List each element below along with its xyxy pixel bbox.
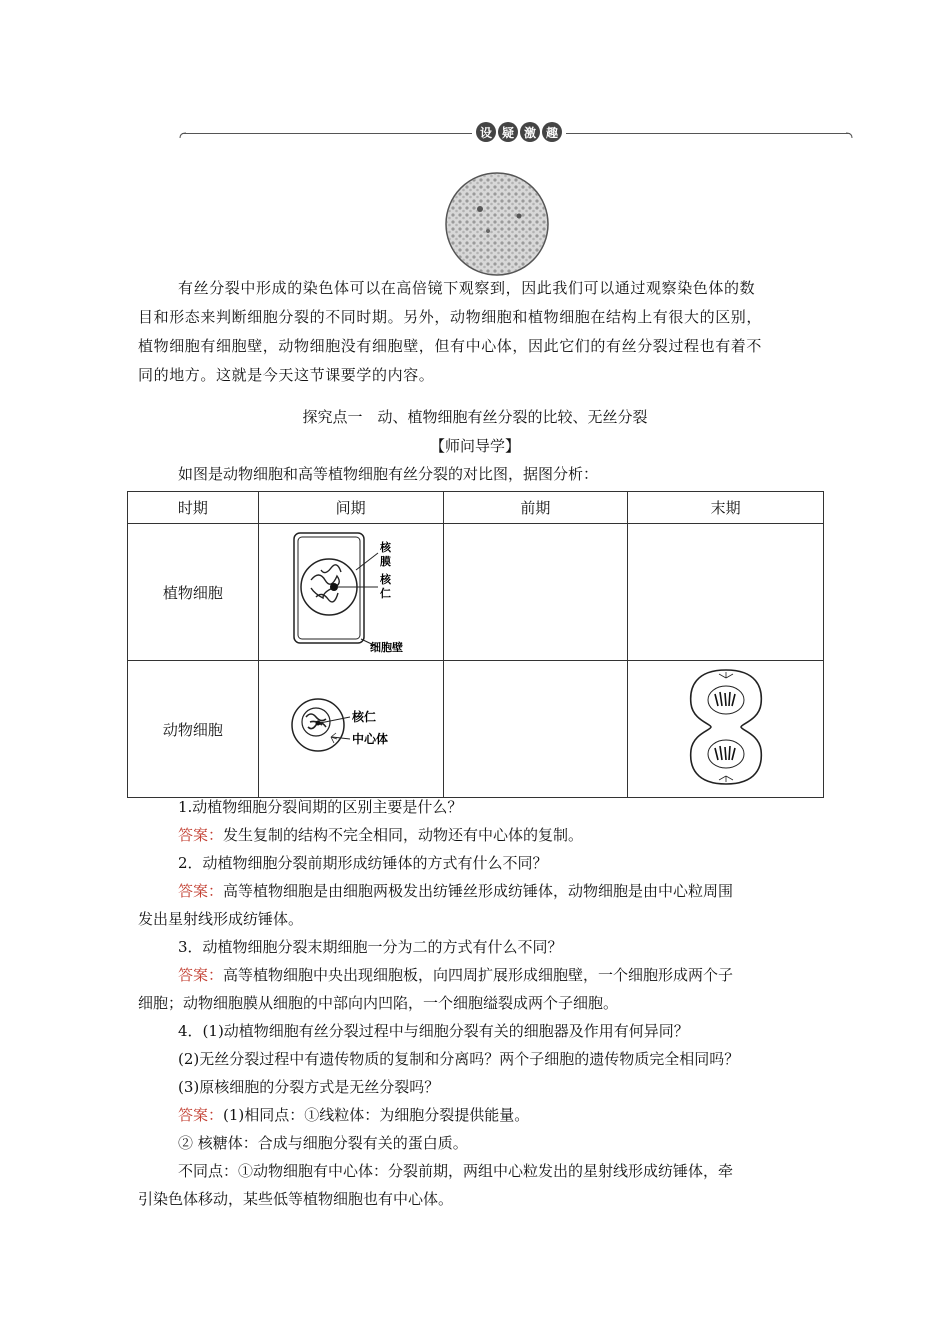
label-nucleolus: 核仁 — [351, 710, 376, 724]
intro-line: 植物细胞有细胞壁，动物细胞没有细胞壁，但有中心体，因此它们的有丝分裂过程也有着不 — [138, 337, 763, 355]
table-row — [128, 524, 824, 661]
answer-1 — [178, 824, 583, 845]
label-nucleolus-2: 仁 — [379, 587, 391, 600]
answer-tag: 答案： — [178, 966, 224, 984]
label-nuclear-membrane-1: 核 — [379, 541, 391, 554]
answer-tag: 答案： — [178, 826, 224, 844]
question-4-3: (3)原核细胞的分裂方式是无丝分裂吗？ — [178, 1078, 440, 1096]
answer-text: 高等植物细胞是由细胞两极发出纺锤丝形成纺锤体，动物细胞是由中心粒周围 — [223, 882, 734, 900]
table-row — [128, 661, 824, 798]
question-4-1: 4．(1)动植物细胞有丝分裂过程中与细胞分裂有关的细胞器及作用有何异同？ — [178, 1022, 689, 1040]
row-label: 植物细胞 — [128, 524, 259, 661]
header-badge: 激 — [520, 122, 540, 142]
answer-tag: 答案： — [178, 882, 224, 900]
answer-3 — [178, 964, 733, 985]
header-cell: 前期 — [443, 492, 628, 524]
question-4-2: (2)无丝分裂过程中有遗传物质的复制和分离吗？两个子细胞的遗传物质完全相同吗？ — [178, 1050, 740, 1068]
label-cell-wall: 细胞壁 — [369, 641, 403, 654]
table-intro: 如图是动物细胞和高等植物细胞有丝分裂的对比图，据图分析： — [178, 465, 599, 483]
row-label: 动物细胞 — [128, 661, 259, 798]
answer-2-cont: 发出星射线形成纺锤体。 — [138, 910, 304, 928]
plant-interphase-cell — [258, 524, 443, 661]
animal-interphase-cell — [258, 661, 443, 798]
intro-line: 目和形态来判断细胞分裂的不同时期。另外，动物细胞和植物细胞在结构上有很大的区别， — [138, 308, 763, 326]
header-badge: 趣 — [542, 122, 562, 142]
header-badge: 疑 — [498, 122, 518, 142]
answer-2 — [178, 880, 733, 901]
comparison-table — [127, 491, 824, 798]
question-2: 2．动植物细胞分裂前期形成纺锤体的方式有什么不同？ — [178, 854, 548, 872]
answer-4-line-3: 不同点：①动物细胞有中心体：分裂前期，两组中心粒发出的星射线形成纺锤体，牵 — [178, 1162, 734, 1180]
header-cell: 末期 — [628, 492, 824, 524]
table-header-row — [128, 492, 824, 524]
plant-prophase-cell — [443, 524, 628, 661]
intro-paragraph — [138, 274, 828, 390]
header-badges — [472, 122, 566, 144]
animal-telophase-cell — [628, 661, 824, 798]
answer-4-line-4: 引染色体移动，某些低等植物细胞也有中心体。 — [138, 1190, 454, 1208]
animal-cell-diagram — [286, 687, 416, 767]
answer-text: 高等植物细胞中央出现细胞板，向四周扩展形成细胞壁，一个细胞形成两个子 — [223, 966, 734, 984]
microscope-image — [444, 171, 550, 277]
header-cell: 时期 — [128, 492, 259, 524]
label-nucleolus-1: 核 — [379, 573, 391, 586]
intro-line: 同的地方。这就是今天这节课要学的内容。 — [138, 366, 435, 384]
animal-telophase-diagram — [681, 662, 771, 792]
plant-telophase-cell — [628, 524, 824, 661]
label-centrosome: 中心体 — [351, 732, 388, 746]
answer-4-line-2: ② 核糖体：合成与细胞分裂有关的蛋白质。 — [178, 1134, 468, 1152]
question-3: 3．动植物细胞分裂末期细胞一分为二的方式有什么不同？ — [178, 938, 563, 956]
header-rule-left-curl — [178, 128, 188, 138]
header-badge: 设 — [476, 122, 496, 142]
answer-tag: 答案： — [178, 1106, 224, 1124]
plant-cell-diagram — [286, 525, 416, 655]
answer-text: (1)相同点：①线粒体：为细胞分裂提供能量。 — [223, 1106, 530, 1124]
label-nuclear-membrane-2: 膜 — [379, 555, 391, 568]
intro-line: 有丝分裂中形成的染色体可以在高倍镜下观察到，因此我们可以通过观察染色体的数 — [178, 279, 756, 297]
question-1: 1.动植物细胞分裂间期的区别主要是什么？ — [178, 798, 463, 816]
section-title: 探究点一 动、植物细胞有丝分裂的比较、无丝分裂 — [302, 408, 648, 426]
answer-4 — [178, 1104, 529, 1125]
header-cell: 间期 — [258, 492, 443, 524]
answer-text: 发生复制的结构不完全相同，动物还有中心体的复制。 — [223, 826, 584, 844]
guide-title: 【师问导学】 — [429, 437, 520, 455]
answer-3-cont: 细胞；动物细胞膜从细胞的中部向内凹陷，一个细胞缢裂成两个子细胞。 — [138, 994, 619, 1012]
header-rule-right-curl — [844, 128, 854, 138]
animal-prophase-cell — [443, 661, 628, 798]
